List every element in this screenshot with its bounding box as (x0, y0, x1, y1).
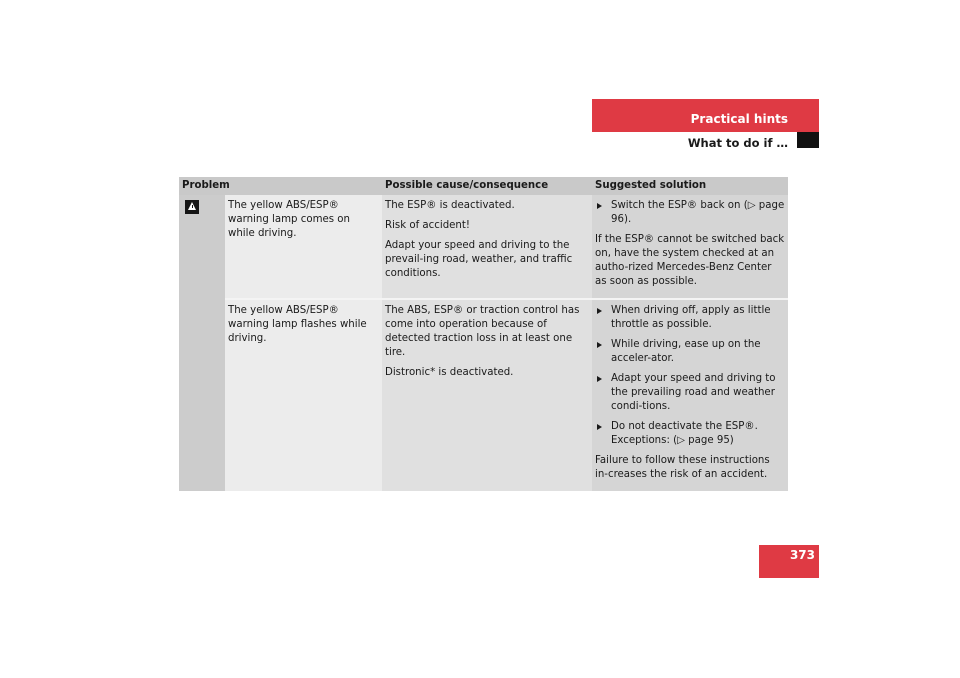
cause-text: The ABS, ESP® or traction control has come into operation because of detected traction loss in at least one tire. (385, 305, 580, 358)
problem-text: The yellow ABS/ESP® warning lamp comes on while driving. (228, 200, 350, 239)
problem-cell (225, 195, 382, 299)
arrow-right-icon (597, 424, 602, 430)
problem-cell (225, 299, 382, 491)
page-number-box (759, 545, 819, 578)
solution-step-text: Do not deactivate the ESP®. Exceptions: (▷ page 95) (611, 421, 758, 446)
cause-cell (382, 299, 592, 491)
solution-step-text: Switch the ESP® back on (▷ page 96). (611, 200, 785, 225)
warning-triangle-icon (185, 200, 199, 214)
arrow-right-icon (597, 308, 602, 314)
arrow-right-icon (597, 203, 602, 209)
solution-cell (592, 195, 788, 299)
section-title: Practical hints (690, 112, 788, 126)
troubleshooting-table (179, 177, 788, 491)
solution-note: If the ESP® cannot be switched back on, have the system checked at an autho-rized Mercedes-Benz Center as soon as possible. (595, 234, 785, 287)
solution-note: Failure to follow these instructions in-creases the risk of an accident. (595, 455, 770, 480)
header-marker-block (797, 132, 819, 148)
cause-text: The ESP® is deactivated. (385, 200, 515, 211)
icon-cell (179, 195, 225, 491)
cause-text: Risk of accident! (385, 220, 470, 231)
header-cause: Possible cause/consequence (382, 177, 592, 195)
table-row (179, 299, 788, 491)
table-row (179, 195, 788, 299)
cause-cell (382, 195, 592, 299)
solution-step-text: While driving, ease up on the acceler-ator. (611, 339, 761, 364)
cause-text: Distronic* is deactivated. (385, 367, 514, 378)
solution-step (595, 338, 785, 366)
arrow-right-icon (597, 376, 602, 382)
table-header-row (179, 177, 788, 195)
solution-step (595, 420, 785, 448)
solution-cell (592, 299, 788, 491)
solution-step-text: When driving off, apply as little throttle as possible. (611, 305, 771, 330)
arrow-right-icon (597, 342, 602, 348)
cause-text: Adapt your speed and driving to the prevail-ing road, weather, and traffic conditions. (385, 240, 573, 279)
problem-text: The yellow ABS/ESP® warning lamp flashes while driving. (228, 305, 367, 344)
subsection-title: What to do if … (687, 136, 788, 150)
solution-step (595, 372, 785, 414)
solution-step (595, 304, 785, 332)
header-problem: Problem (179, 177, 382, 195)
solution-step-text: Adapt your speed and driving to the prevailing road and weather condi-tions. (611, 373, 776, 412)
solution-step (595, 199, 785, 227)
header-solution: Suggested solution (592, 177, 788, 195)
page-number: 373 (789, 548, 815, 562)
